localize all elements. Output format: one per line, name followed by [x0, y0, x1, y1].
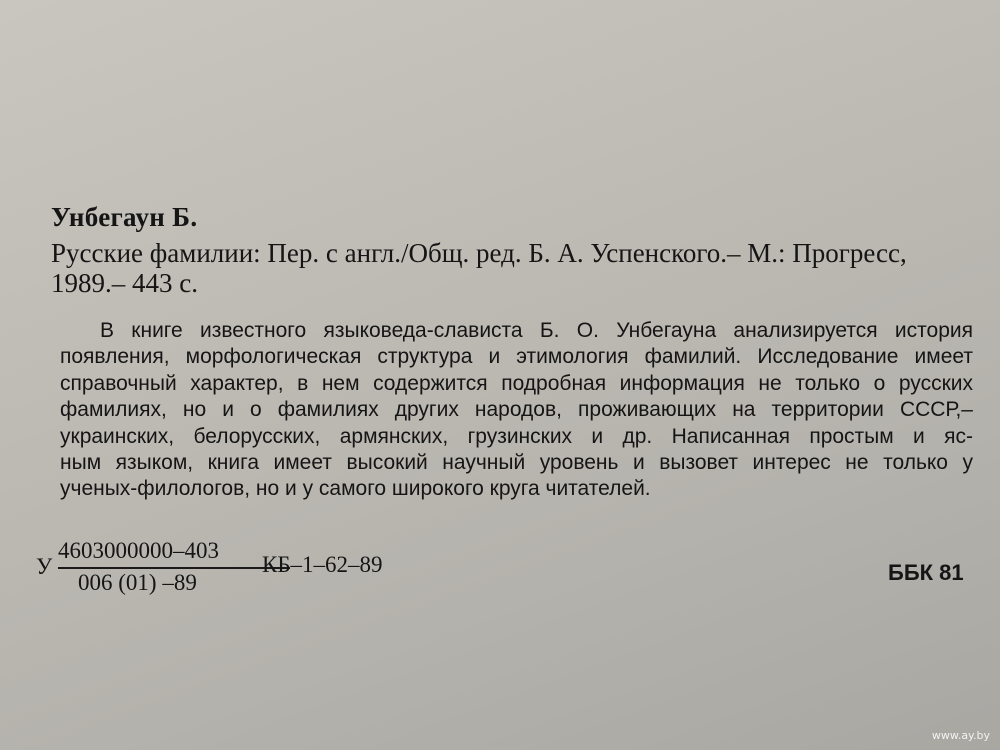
annotation-line: ученых-филологов, но и у самого широкого круга читателей. — [60, 477, 651, 501]
bibliographic-line: 1989.– 443 с. — [51, 268, 198, 298]
annotation-line: фамилиях, но и о фамилиях других народов, проживающих на территории СССР,– — [60, 398, 973, 422]
bibliographic-description — [51, 238, 973, 298]
annotation-paragraph — [60, 318, 973, 503]
bleed-through-text — [50, 8, 950, 188]
catalog-code-denominator: 006 (01) –89 — [78, 570, 197, 595]
fraction-bar — [58, 567, 290, 569]
bbk-index: ББК 81 — [888, 560, 964, 585]
site-watermark: www.ay.by — [931, 729, 990, 742]
catalog-code-numerator: 4603000000–403 — [58, 538, 219, 563]
annotation-line: украинских, белорусских, армянских, грузинских и др. Написанная простым и яс- — [60, 424, 973, 448]
annotation-line: В книге известного языковеда-слависта Б. О. Унбегауна анализируется история — [100, 319, 973, 342]
author-name: Унбегаун Б. — [51, 202, 198, 232]
annotation-line: справочный характер, в нем содержится подробная информация не только о русских — [60, 371, 973, 395]
catalog-code-prefix: У — [36, 554, 53, 579]
bibliographic-line: Русские фамилии: Пер. с англ./Общ. ред. Б. А. Успенского.– М.: Прогресс, — [51, 238, 907, 268]
annotation-line: ным языком, книга имеет высокий научный уровень и вызовет интерес не только у — [60, 451, 973, 475]
catalog-code-suffix: КБ–1–62–89 — [262, 552, 383, 577]
annotation-line: появления, морфологическая структура и этимология фамилий. Исследование имеет — [60, 345, 973, 369]
